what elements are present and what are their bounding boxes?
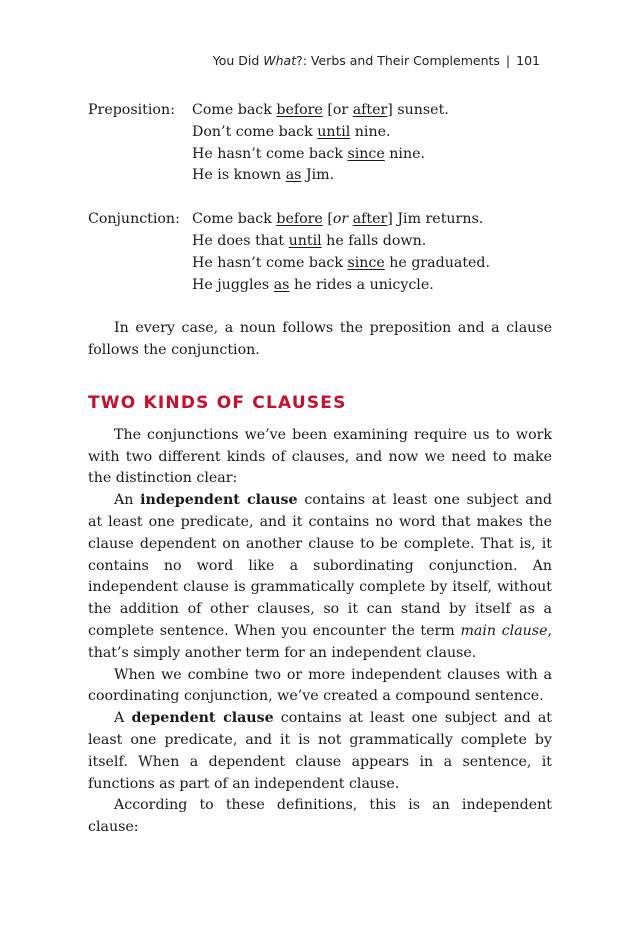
page-body bbox=[88, 100, 552, 839]
text-run: he rides a unicycle. bbox=[289, 276, 434, 293]
text-run: Don’t come back bbox=[192, 123, 318, 140]
underlined-word: since bbox=[347, 254, 385, 271]
underlined-word: after bbox=[352, 211, 388, 228]
header-separator: | bbox=[505, 53, 511, 68]
bold-term: dependent clause bbox=[131, 710, 274, 727]
text-run: [or bbox=[322, 102, 353, 118]
text-run: Come back bbox=[192, 211, 277, 228]
chapter-title-post: ?: Verbs and Their Complements bbox=[296, 53, 500, 68]
running-head bbox=[213, 53, 540, 68]
text-run: An bbox=[114, 492, 141, 509]
text-run: ] Jim returns. bbox=[387, 211, 484, 228]
text-run: contains at least one subject and at least one predicate, and it contains no word that makes the clause dependent on another clause to be complete. That is, it contains no word like a subordinating conjunction. An independent clause is grammatically complete by itself, without the addition of other clauses, so it can stand by itself as a complete sentence. When you encounter the term bbox=[88, 492, 552, 639]
body-paragraph bbox=[88, 665, 552, 709]
italic-term: or bbox=[332, 211, 349, 228]
example-sentence bbox=[192, 253, 552, 275]
text-run: The conjunctions we’ve been examining require us to work with two different kinds of clauses, and now we need to make the distinction clear: bbox=[88, 426, 552, 487]
text-run: nine. bbox=[350, 123, 391, 140]
text-run: he falls down. bbox=[321, 232, 427, 249]
text-run: ] sunset. bbox=[387, 102, 449, 118]
example-lines bbox=[192, 209, 552, 296]
underlined-word: since bbox=[347, 145, 385, 162]
text-run: he graduated. bbox=[384, 254, 491, 271]
text-run: contains at least one subject and at least one predicate, and it is not grammatically complete by itself. When a dependent clause appears in a sentence, it functions as part of an independent clause. bbox=[88, 710, 553, 792]
conjunction-examples bbox=[88, 209, 552, 296]
underlined-word: until bbox=[317, 123, 351, 140]
example-sentence bbox=[192, 100, 552, 122]
underlined-word: after bbox=[352, 102, 388, 118]
body-paragraph bbox=[88, 795, 552, 839]
example-sentence bbox=[192, 231, 552, 253]
text-run: He juggles bbox=[192, 276, 274, 293]
example-sentence bbox=[192, 165, 552, 187]
example-sentence bbox=[192, 122, 552, 144]
text-run: According to these definitions, this is an independent clause: bbox=[88, 797, 552, 836]
summary-paragraph: In every case, a noun follows the preposition and a clause follows the conjunction. bbox=[88, 320, 552, 359]
section-heading: TWO KINDS OF CLAUSES bbox=[88, 392, 347, 413]
example-label: Conjunction: bbox=[88, 211, 180, 228]
body-paragraph bbox=[88, 708, 552, 795]
underlined-word: as bbox=[285, 167, 302, 184]
underlined-word: before bbox=[276, 102, 323, 118]
chapter-title-italic: What bbox=[263, 53, 297, 68]
text-run: He does that bbox=[192, 232, 289, 249]
underlined-word: until bbox=[288, 232, 322, 249]
example-sentence bbox=[192, 275, 552, 297]
preposition-examples bbox=[88, 100, 552, 187]
body-paragraph bbox=[88, 490, 552, 664]
example-label: Preposition: bbox=[88, 102, 175, 118]
section-paragraphs bbox=[88, 425, 552, 839]
text-run: [ bbox=[322, 211, 333, 228]
text-run: , that’s simply another term for an independent clause. bbox=[88, 622, 552, 661]
text-run: He hasn’t come back bbox=[192, 145, 348, 162]
example-lines bbox=[192, 100, 552, 187]
underlined-word: before bbox=[276, 211, 323, 228]
underlined-word: as bbox=[273, 276, 290, 293]
text-run: He is known bbox=[192, 167, 286, 184]
text-run: He hasn’t come back bbox=[192, 254, 348, 271]
text-run: Jim. bbox=[301, 167, 335, 184]
bold-term: independent clause bbox=[140, 492, 298, 509]
text-run: Come back bbox=[192, 102, 277, 118]
text-run: When we combine two or more independent clauses with a coordinating conjunction, we’ve created a compound sentence. bbox=[88, 666, 552, 705]
text-run: nine. bbox=[384, 145, 425, 162]
italic-term: main clause bbox=[460, 622, 548, 639]
body-paragraph bbox=[88, 425, 552, 490]
text-run: A bbox=[114, 710, 132, 727]
example-sentence bbox=[192, 209, 552, 231]
page-number: 101 bbox=[516, 53, 540, 68]
example-sentence bbox=[192, 144, 552, 166]
chapter-title-pre: You Did bbox=[212, 53, 264, 68]
